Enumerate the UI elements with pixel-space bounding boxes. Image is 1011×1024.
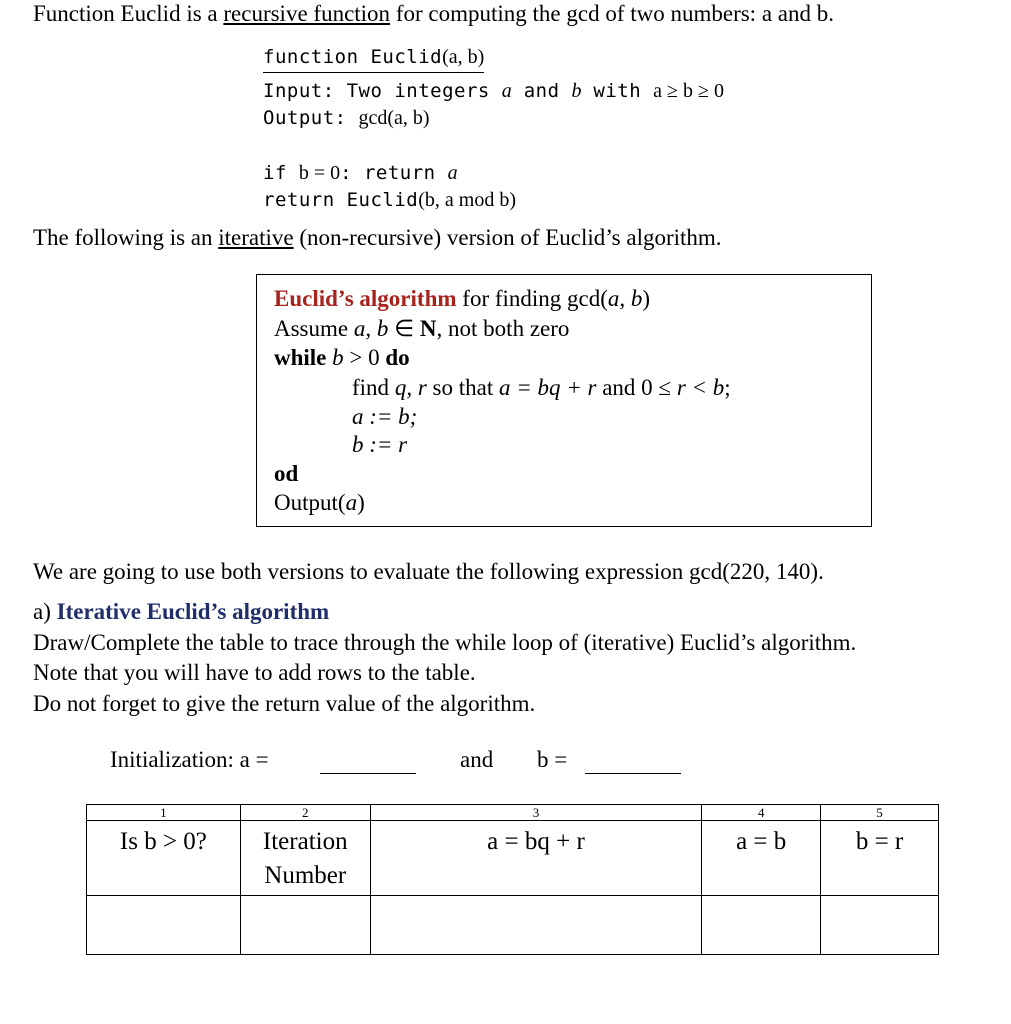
assume-line: Assume a, b ∈ N, not both zero [274, 316, 570, 341]
find-line: find q, r so that a = bq + r and 0 ≤ r < b; [352, 375, 731, 400]
init-b-blank[interactable] [585, 751, 681, 779]
table-cell[interactable] [240, 896, 370, 955]
part-a-instruction-2: Note that you will have to add rows to the table. [33, 660, 476, 685]
if-line: if b = 0: return a [263, 162, 458, 184]
col-index: 2 [240, 805, 370, 821]
input-line: Input: Two integers a and b with a ≥ b ≥ 0 [263, 80, 724, 102]
assign-a-line: a := b; [352, 404, 418, 429]
return-line: return Euclid(b, a mod b) [263, 189, 516, 211]
header-a-eq-bq-r: a = bq + r [370, 821, 702, 896]
init-a-blank[interactable] [320, 751, 416, 779]
header-a-eq-b: a = b [702, 821, 821, 896]
table-cell[interactable] [87, 896, 241, 955]
table-header-row [87, 821, 939, 896]
table-cell[interactable] [370, 896, 702, 955]
evaluate-line: We are going to use both versions to evaluate the following expression gcd(220, 140). [33, 559, 824, 584]
part-a-instruction-1: Draw/Complete the table to trace through the while loop of (iterative) Euclid’s algorithm. [33, 630, 857, 655]
output-line: Output: gcd(a, b) [263, 107, 430, 129]
recursive-function-link-text: recursive function [223, 1, 391, 26]
part-a-instruction-3: Do not forget to give the return value of the algorithm. [33, 691, 536, 716]
col-index: 3 [370, 805, 702, 821]
col-index: 1 [87, 805, 241, 821]
iterative-link-text: iterative [218, 225, 294, 250]
header-iteration-number: Iteration Number [240, 821, 370, 896]
col-index: 5 [821, 805, 939, 821]
assign-b-line: b := r [352, 432, 408, 457]
algorithm-title: Euclid’s algorithm for finding gcd(a, b) [274, 286, 651, 311]
intro-line [33, 0, 834, 29]
od-line: od [274, 461, 299, 486]
table-cell[interactable] [821, 896, 939, 955]
init-a-label: Initialization: a = [110, 747, 269, 772]
header-b-eq-r: b = r [821, 821, 939, 896]
init-b-label: b = [537, 747, 568, 772]
col-index: 4 [702, 805, 821, 821]
intro-suffix: for computing the gcd of two numbers: a and b. [390, 1, 834, 26]
output-statement: Output(a) [274, 490, 365, 515]
intro-text: Function Euclid is a [33, 1, 224, 26]
part-a-heading: a) Iterative Euclid’s algorithm [33, 599, 330, 624]
init-and-label: and [460, 747, 494, 772]
while-line: while b > 0 do [274, 345, 410, 370]
table-cell[interactable] [702, 896, 821, 955]
iterative-intro: The following is an iterative (non-recursive) version of Euclid’s algorithm. [33, 225, 722, 250]
trace-table [86, 804, 939, 955]
header-is-b-positive: Is b > 0? [87, 821, 241, 896]
table-index-row [87, 805, 939, 821]
table-row [87, 896, 939, 955]
function-signature: function Euclid(a, b) [263, 44, 484, 73]
